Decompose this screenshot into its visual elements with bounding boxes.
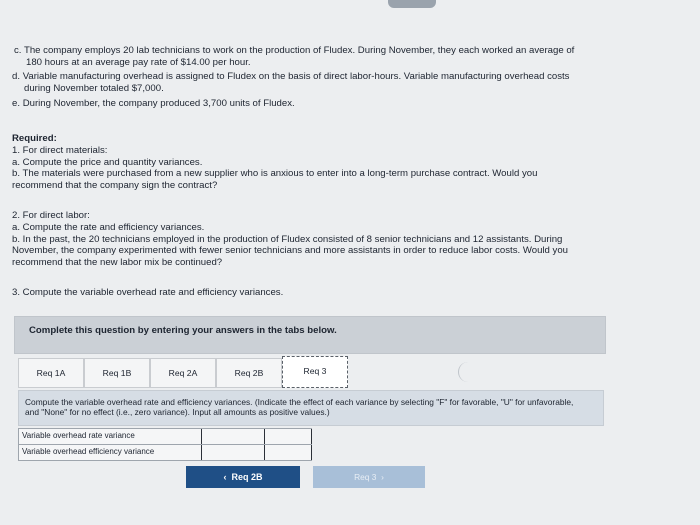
tab-req-3[interactable]: Req 3 [282,356,348,388]
banner-text: Complete this question by entering your answers in the tabs below. [29,325,337,336]
rate-variance-effect-select[interactable] [265,429,312,444]
scenario-text: The company employs 20 lab technicians to work on the production of Fludex. During November, they each worked an average of [23,45,575,56]
tab-req-1a[interactable]: Req 1A [18,358,84,388]
table-row [18,428,312,445]
req3-instructions-panel [18,390,604,426]
required-heading: Required: [12,133,57,144]
scenario-letter: c. [14,45,22,56]
prev-button-label: Req 2B [231,472,263,482]
chevron-left-icon: ‹ [223,472,227,482]
table-row [18,445,312,461]
efficiency-variance-amount-input[interactable] [201,445,265,460]
required-part2b-cont: November, the company experimented with fewer senior technicians and more assistants in order to reduce labor costs. Would you [12,245,569,257]
chevron-right-icon: › [381,472,384,482]
required-part1a: a. Compute the price and quantity variances. [12,156,203,168]
req3-instructions-text: Compute the variable overhead rate and efficiency variances. (Indicate the effect of each variance by selecting "F" for favorable, "U" for unfavorable, and "None" for no effect (i.e., zero variance). Input all amounts as positive values.) [25,397,574,418]
scenario-item-e [12,98,682,110]
efficiency-variance-effect-select[interactable] [265,445,312,460]
scenario-text: Variable manufacturing overhead is assigned to Fludex on the basis of direct labor-hours. Variable manufacturing overhead costs [22,71,570,82]
variance-table [18,428,312,461]
top-partial-button[interactable] [388,0,436,8]
next-button-label: Req 3 [354,472,377,482]
required-part1: 1. For direct materials: [12,144,108,156]
required-part2b: b. In the past, the 20 technicians employed in the production of Fludex consisted of 8 senior technicians and 12 assistants. During [12,233,563,245]
tab-req-2a[interactable]: Req 2A [150,358,216,388]
required-part2: 2. For direct labor: [12,210,90,221]
row-label: Variable overhead efficiency variance [22,447,155,456]
scenario-item-d [12,71,682,94]
scenario-letter: d. [12,71,21,82]
required-block [12,133,682,192]
required-part2a: a. Compute the rate and efficiency variances. [12,221,205,233]
scenario-text: During November, the company produced 3,700 units of Fludex. [22,98,295,109]
rate-variance-amount-input[interactable] [201,429,265,444]
required-part2b-cont2: recommend that the new labor mix be continued? [12,257,223,269]
required-part3: 3. Compute the variable overhead rate and efficiency variances. [12,287,284,298]
tab-req-2b[interactable]: Req 2B [216,358,282,388]
tab-req-1b[interactable]: Req 1B [84,358,150,388]
next-req-button[interactable] [313,466,425,488]
scenario-text-cont: 180 hours at an average pay rate of $14.00 per hour. [26,56,251,68]
instructions-banner [14,316,606,354]
required-part1b: b. The materials were purchased from a new supplier who is anxious to enter into a long-term purchase contract. Would you [12,168,538,180]
prev-req-button[interactable] [186,466,300,488]
required-part1b-cont: recommend that the company sign the contract? [12,180,218,192]
required-block-2 [12,210,682,269]
row-label: Variable overhead rate variance [22,431,135,440]
scenario-letter: e. [12,98,21,109]
decorative-mark [458,362,469,382]
scenario-item-c [14,45,684,68]
scenario-text-cont: during November totaled $7,000. [24,82,164,94]
